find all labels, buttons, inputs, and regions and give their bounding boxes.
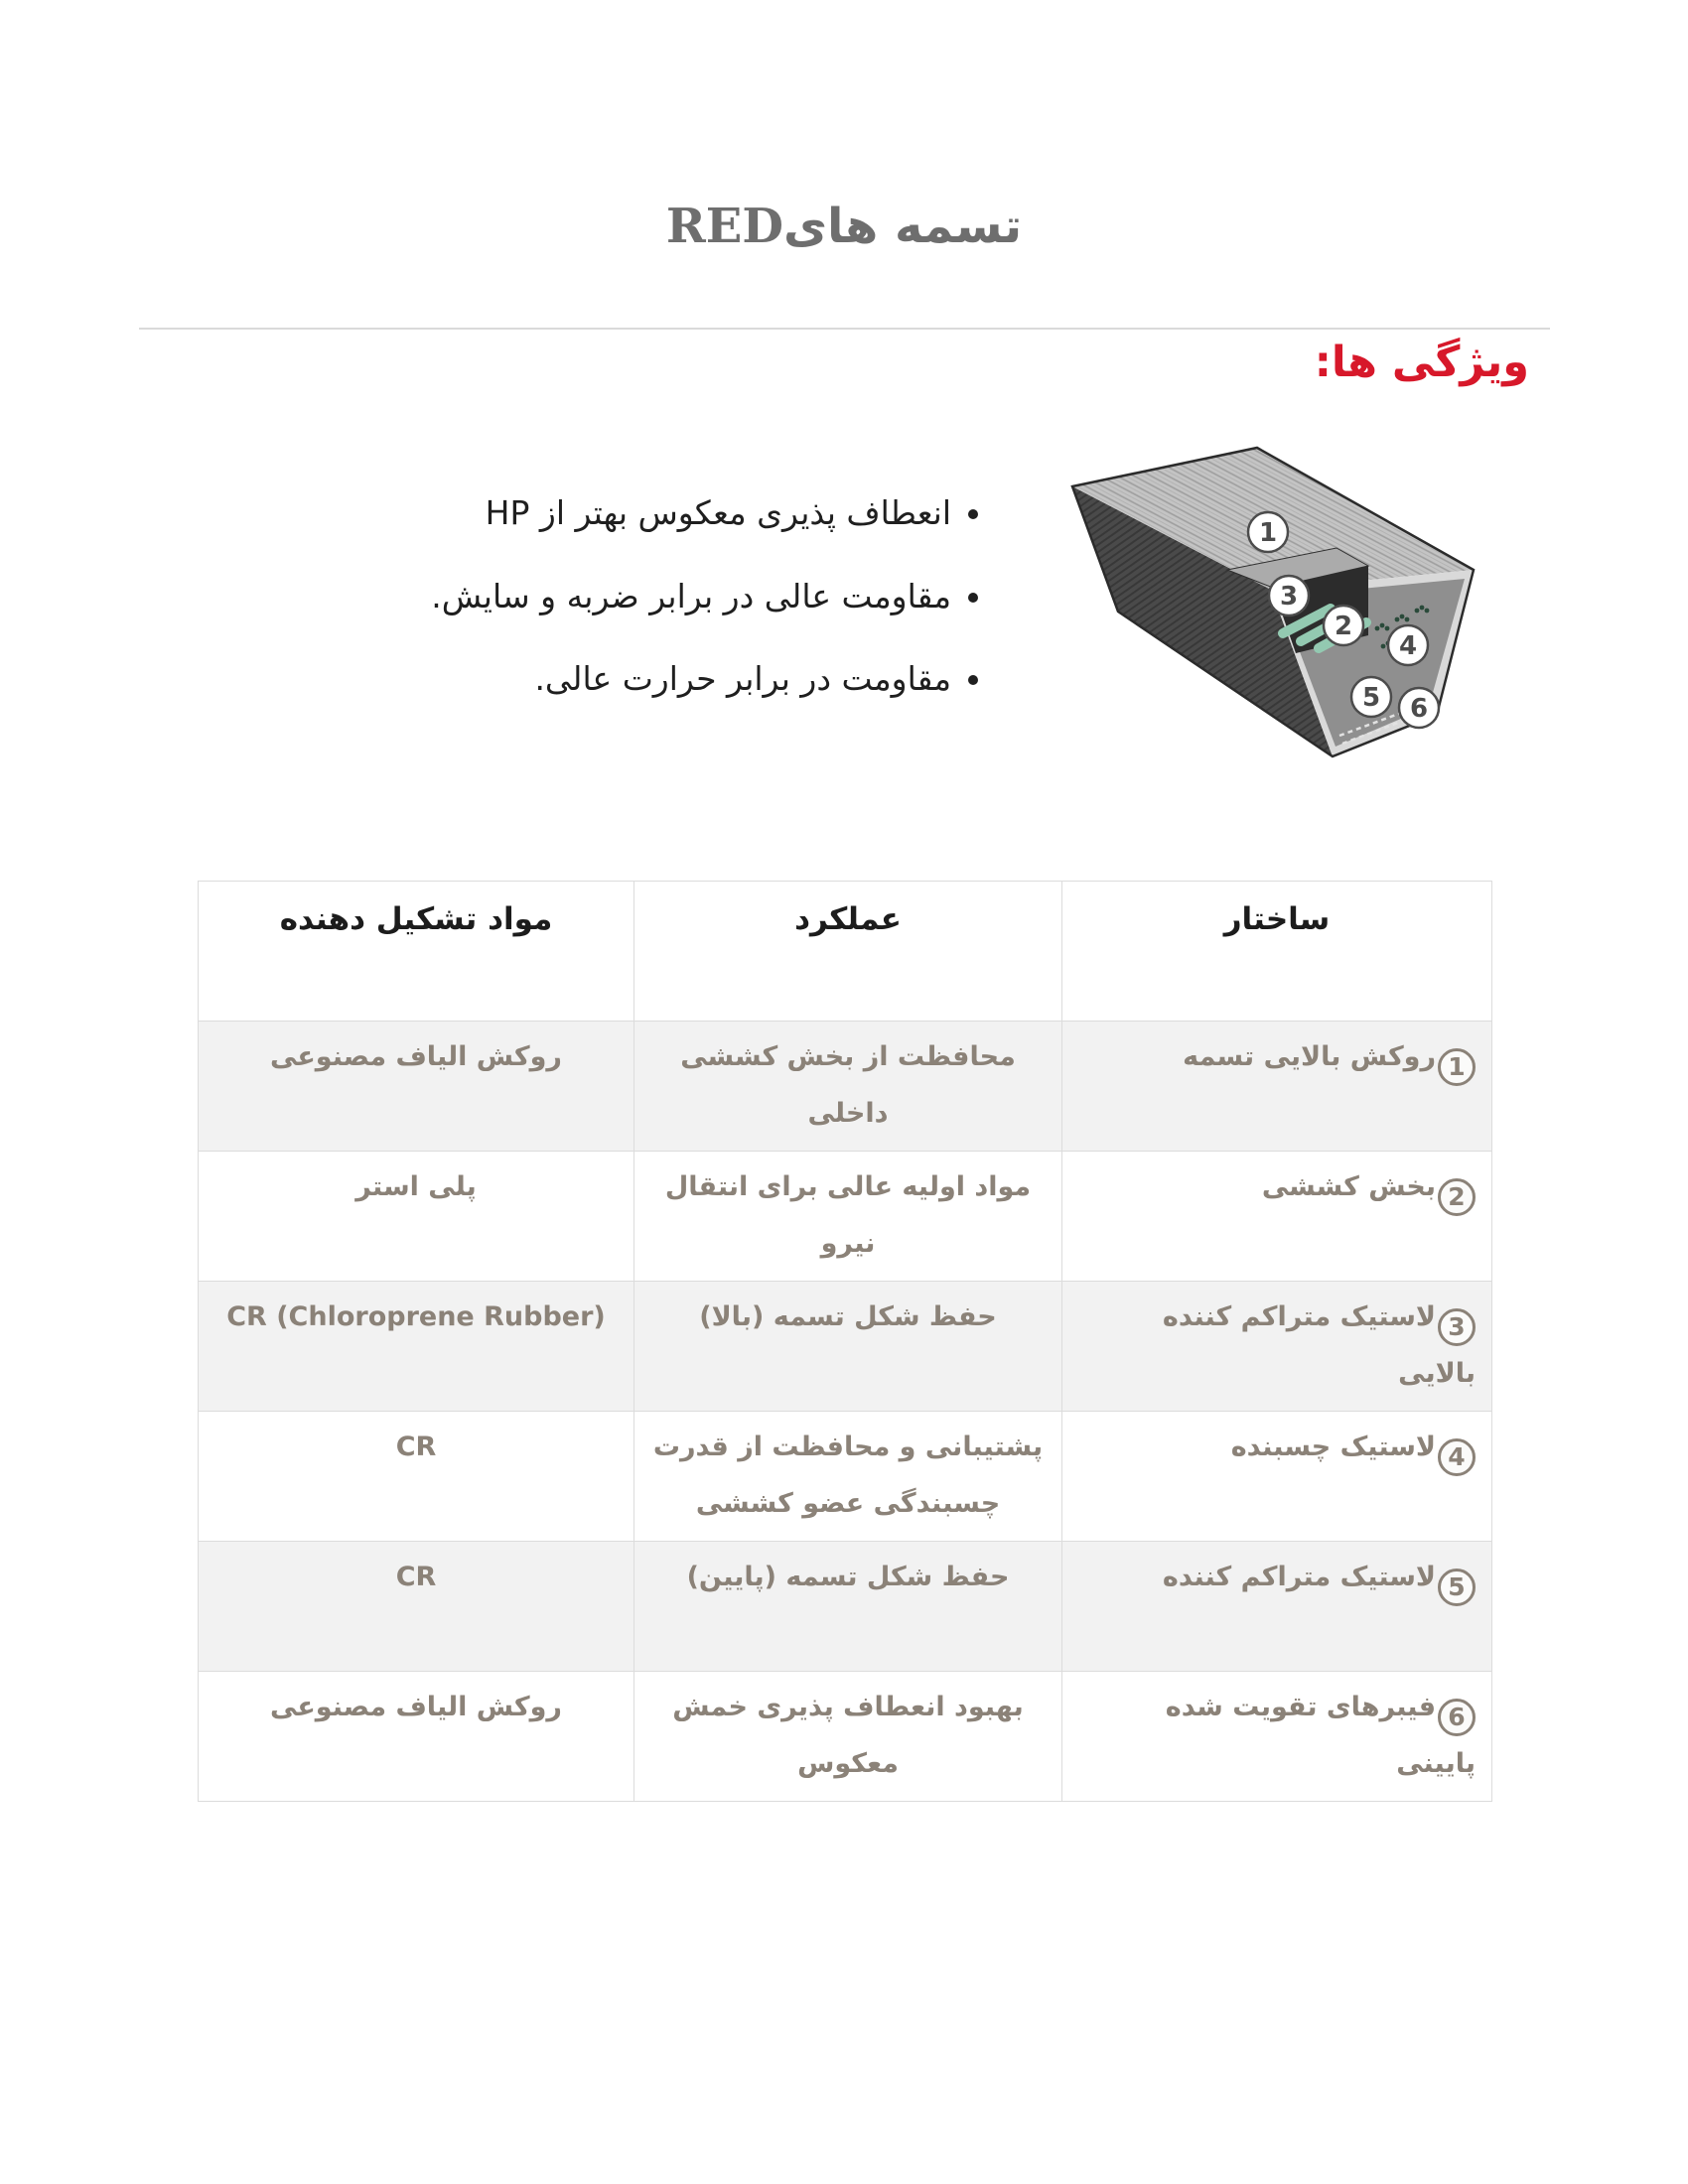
structure-cell	[1062, 1022, 1492, 1152]
materials-cell: CR	[199, 1412, 634, 1542]
function-cell: محافظت از بخش کششی داخلی	[634, 1022, 1062, 1152]
svg-text:4: 4	[1398, 631, 1418, 661]
materials-cell: پلی استر	[199, 1152, 634, 1282]
table-row	[199, 1152, 1492, 1282]
label-badge-2	[1324, 606, 1363, 645]
column-header-materials: مواد تشکیل دهنده	[199, 882, 634, 1022]
table-header-row	[199, 882, 1492, 1022]
table-row	[199, 1542, 1492, 1672]
label-badge-6	[1399, 688, 1439, 728]
belt-structure-table	[198, 881, 1492, 1802]
structure-cell	[1062, 1672, 1492, 1802]
function-cell: مواد اولیه عالی برای انتقال نیرو	[634, 1152, 1062, 1282]
structure-label: لاستیک متراکم کننده	[1162, 1562, 1436, 1592]
structure-label: فیبرهای تقویت شده پایینی	[1165, 1692, 1476, 1779]
circled-number-5: 5	[1438, 1569, 1476, 1606]
table-row	[199, 1022, 1492, 1152]
circled-number-1: 1	[1438, 1048, 1476, 1086]
materials-cell: روکش الیاف مصنوعی	[199, 1022, 634, 1152]
svg-text:6: 6	[1409, 694, 1429, 724]
feature-item: • انعطاف پذیری معکوس بهتر از HP	[431, 493, 951, 533]
features-heading: ویژگی ها:	[1314, 338, 1529, 387]
svg-text:5: 5	[1361, 683, 1381, 713]
materials-cell: روکش الیاف مصنوعی	[199, 1672, 634, 1802]
title-divider	[139, 328, 1550, 330]
materials-cell: CR	[199, 1542, 634, 1672]
materials-cell: CR (Chloroprene Rubber)	[199, 1282, 634, 1412]
label-badge-4	[1388, 625, 1428, 665]
circled-number-3: 3	[1438, 1308, 1476, 1346]
function-cell: پشتیبانی و محافظت از قدرت چسبندگی عضو کششی	[634, 1412, 1062, 1542]
circled-number-6: 6	[1438, 1699, 1476, 1736]
feature-item: • مقاومت عالی در برابر ضربه و سایش.	[431, 577, 951, 616]
page-title: تسمه هایRED	[665, 199, 1023, 254]
structure-cell	[1062, 1282, 1492, 1412]
table-row	[199, 1282, 1492, 1412]
structure-label: روکش بالایی تسمه	[1183, 1041, 1436, 1072]
function-cell: حفظ شکل تسمه (پایین)	[634, 1542, 1062, 1672]
structure-cell	[1062, 1152, 1492, 1282]
structure-cell	[1062, 1542, 1492, 1672]
function-cell: بهبود انعطاف پذیری خمش معکوس	[634, 1672, 1062, 1802]
svg-text:3: 3	[1279, 582, 1299, 612]
feature-item: • مقاومت در برابر حرارت عالی.	[431, 659, 951, 699]
circled-number-2: 2	[1438, 1178, 1476, 1216]
structure-label: بخش کششی	[1261, 1171, 1436, 1202]
table-row	[199, 1412, 1492, 1542]
svg-text:2: 2	[1334, 612, 1353, 641]
structure-label: لاستیک متراکم کننده بالایی	[1162, 1301, 1476, 1389]
structure-cell	[1062, 1412, 1492, 1542]
table-row	[199, 1672, 1492, 1802]
label-badge-1	[1248, 512, 1288, 552]
svg-text:1: 1	[1258, 518, 1278, 548]
structure-label: لاستیک چسبنده	[1230, 1432, 1436, 1462]
circled-number-4: 4	[1438, 1438, 1476, 1476]
features-list	[431, 493, 993, 743]
column-header-structure: ساختار	[1062, 882, 1492, 1022]
belt-structure-diagram	[1033, 421, 1479, 763]
label-badge-3	[1269, 576, 1309, 615]
column-header-function: عملکرد	[634, 882, 1062, 1022]
label-badge-5	[1351, 677, 1391, 717]
function-cell: حفظ شکل تسمه (بالا)	[634, 1282, 1062, 1412]
